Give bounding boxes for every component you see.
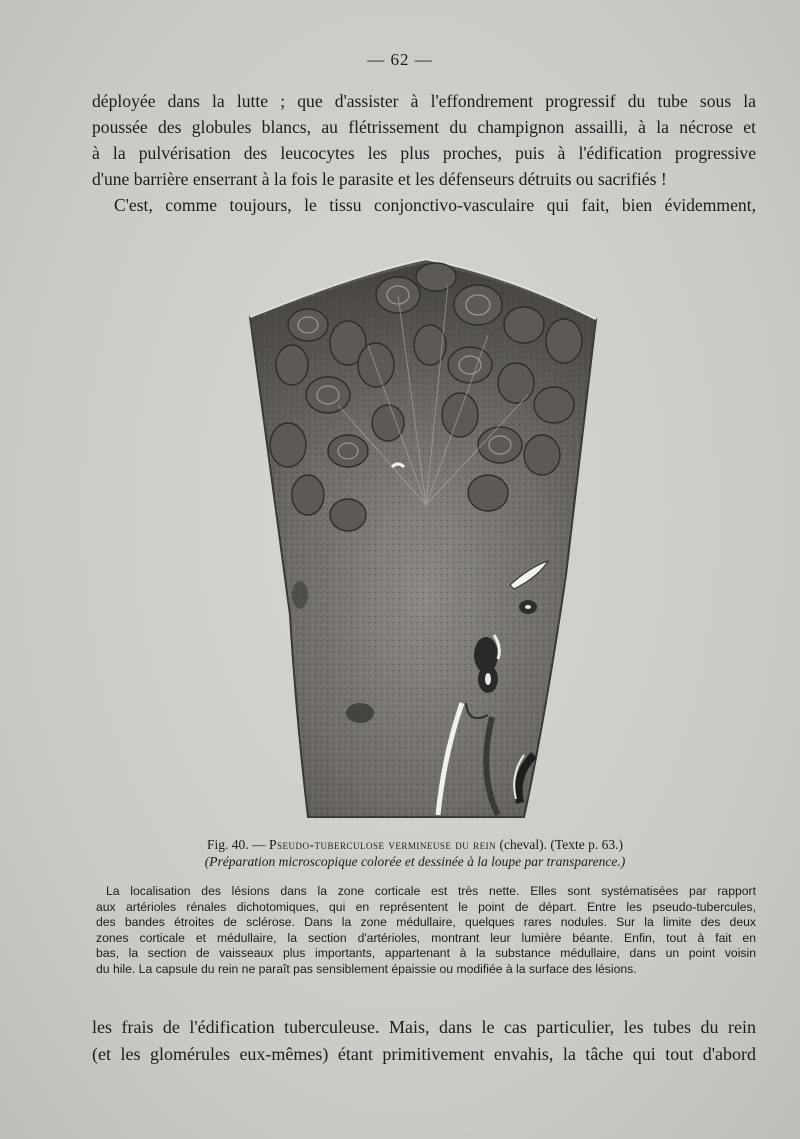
text-line: C'est, comme toujours, le tissu conjonctivo-vasculaire qui fait, bien évidemment, xyxy=(114,195,756,215)
legend-line: bas, la section de vaisseaux plus importants, appartenant à la substance médullaire, dans un point voisin xyxy=(96,946,756,960)
text-line: d'une barrière enserrant à la fois le parasite et les défenseurs détruits ou sacrifiés ! xyxy=(92,169,667,189)
legend-line: zones corticale et médullaire, la section d'artérioles, montrant leur lumière béante. Enfin, tout à fait en xyxy=(96,930,756,945)
figure-title: Pseudo-tuberculose vermineuse du rein xyxy=(268,837,497,852)
text-line: (et les glomérules eux-mêmes) étant primitivement envahis, la tâche qui tout d'abord xyxy=(92,1044,756,1064)
figure-caption-rest: (cheval). (Texte p. 63.) xyxy=(499,837,623,852)
microscopic-section-image xyxy=(248,255,598,820)
legend-line: La localisation des lésions dans la zone corticale est très nette. Elles sont systématisées par rapport xyxy=(106,884,756,898)
text-line: à la pulvérisation des leucocytes les plus proches, puis à l'édification progressive xyxy=(92,143,756,163)
figure-legend xyxy=(96,884,756,977)
legend-line: aux artérioles rénales dichotomiques, qui en représentent le point de départ. Entre les pseudo-tubercules, xyxy=(96,899,756,914)
body-paragraph-top xyxy=(92,88,756,218)
figure-caption xyxy=(105,836,725,870)
page-number: — 62 — xyxy=(367,50,433,69)
legend-line: des bandes étroites de sclérose. Dans la zone médullaire, quelques rares nodules. Sur la limite des deux xyxy=(96,915,756,929)
text-line: poussée des globules blancs, au flétrissement du champignon assailli, à la nécrose et xyxy=(92,117,756,137)
text-line: les frais de l'édification tuberculeuse. Mais, dans le cas particulier, les tubes du rein xyxy=(92,1017,756,1037)
figure-subcaption: (Préparation microscopique colorée et dessinée à la loupe par transparence.) xyxy=(204,854,626,869)
kidney-section-illustration xyxy=(248,255,598,820)
body-paragraph-bottom xyxy=(92,1014,756,1068)
figure-label: Fig. 40. — xyxy=(207,837,266,852)
text-line: déployée dans la lutte ; que d'assister à l'effondrement progressif du tube sous la xyxy=(92,91,756,111)
legend-line: du hile. La capsule du rein ne paraît pas sensiblement épaissie ou modifiée à la surface des lésions. xyxy=(96,961,637,976)
